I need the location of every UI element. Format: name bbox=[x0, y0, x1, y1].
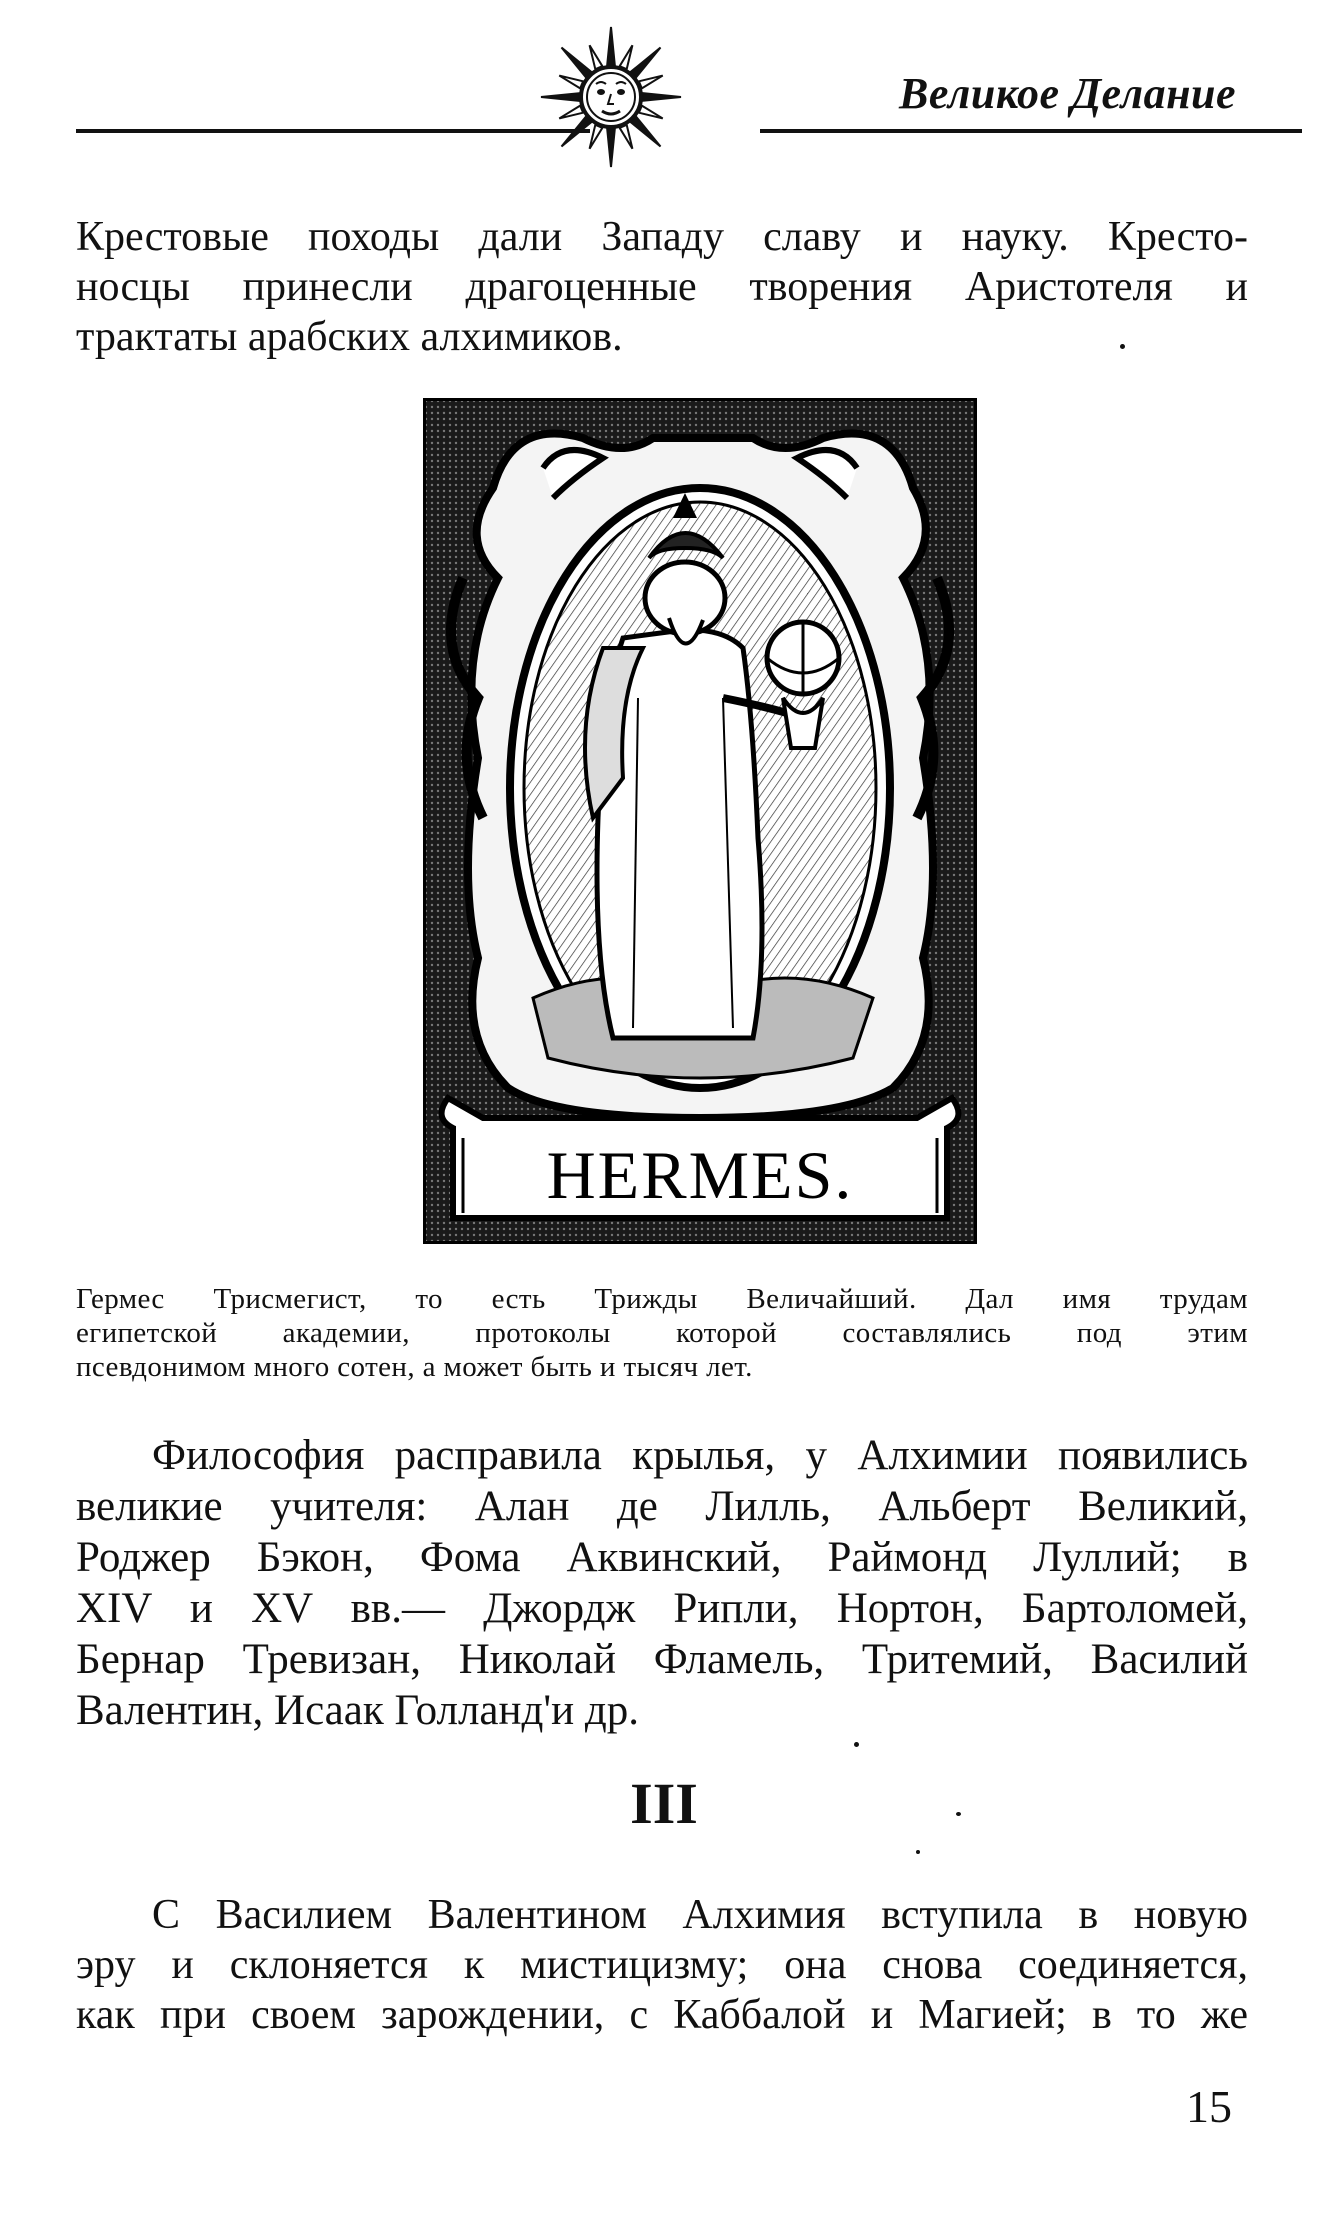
sun-ray bbox=[590, 125, 603, 149]
sun-ray bbox=[639, 106, 663, 119]
paragraph-3 bbox=[76, 1890, 1248, 2040]
sun-ray bbox=[562, 48, 592, 78]
text-line: эру и склоняется к мистицизму; она снова соединяется, bbox=[76, 1942, 1248, 1988]
sun-ray bbox=[559, 76, 583, 89]
sun-ray bbox=[631, 117, 661, 147]
text-line: носцы принесли драгоценные творения Аристотеля и bbox=[76, 264, 1248, 310]
print-speck bbox=[1120, 344, 1125, 349]
hermes-engraving bbox=[423, 398, 977, 1244]
print-speck bbox=[956, 1812, 961, 1816]
text-line: Валентин, Исаак Голланд'и др. bbox=[76, 1687, 640, 1734]
section-heading: III bbox=[630, 1771, 698, 1836]
paragraph-1 bbox=[76, 212, 1248, 362]
header-rule-right bbox=[760, 129, 1302, 133]
sun-ray bbox=[643, 93, 681, 101]
paragraph-2 bbox=[76, 1430, 1248, 1736]
sun-ray bbox=[620, 45, 633, 69]
caption-line: псевдонимом много сотен, а может быть и тысяч лет. bbox=[76, 1351, 753, 1383]
sun-ray bbox=[590, 45, 603, 69]
caption-line: Гермес Трисмегист, то есть Трижды Величайший. Дал имя трудам bbox=[76, 1283, 1248, 1315]
sun-ray bbox=[607, 27, 615, 65]
sun-ray bbox=[620, 125, 633, 149]
hermes-label: HERMES. bbox=[546, 1137, 854, 1213]
text-line: как при своем зарождении, с Каббалой и Магией; в то же bbox=[76, 1992, 1248, 2038]
text-line: Роджер Бэкон, Фома Аквинский, Раймонд Луллий; в bbox=[76, 1534, 1248, 1581]
text-line: Философия расправила крылья, у Алхимии появились bbox=[152, 1432, 1248, 1479]
running-title: Великое Делание bbox=[899, 69, 1236, 118]
sun-ray bbox=[631, 48, 661, 78]
header-rule-left bbox=[76, 129, 590, 133]
text-line: Бернар Тревизан, Николай Фламель, Тритемий, Василий bbox=[76, 1636, 1248, 1683]
text-line: Крестовые походы дали Западу славу и науку. Кресто- bbox=[76, 214, 1248, 260]
sun-face-ornament-icon bbox=[536, 22, 686, 172]
print-speck bbox=[916, 1850, 920, 1854]
sun-ray bbox=[639, 76, 663, 89]
page-number: 15 bbox=[1186, 2081, 1232, 2132]
caption-line: египетской академии, протоколы которой составлялись под этим bbox=[76, 1317, 1248, 1349]
text-line: трактаты арабских алхимиков. bbox=[76, 314, 623, 360]
sun-ray bbox=[559, 106, 583, 119]
sun-ray bbox=[541, 93, 579, 101]
figure-caption bbox=[76, 1282, 1248, 1384]
text-line: великие учителя: Алан де Лилль, Альберт Великий, bbox=[76, 1483, 1248, 1530]
text-line: С Василием Валентином Алхимия вступила в новую bbox=[152, 1892, 1248, 1938]
sun-ray bbox=[607, 129, 615, 167]
print-speck bbox=[854, 1742, 859, 1747]
sun-ray bbox=[562, 117, 592, 147]
text-line: XIV и XV вв.— Джордж Рипли, Нортон, Бартоломей, bbox=[76, 1585, 1248, 1632]
